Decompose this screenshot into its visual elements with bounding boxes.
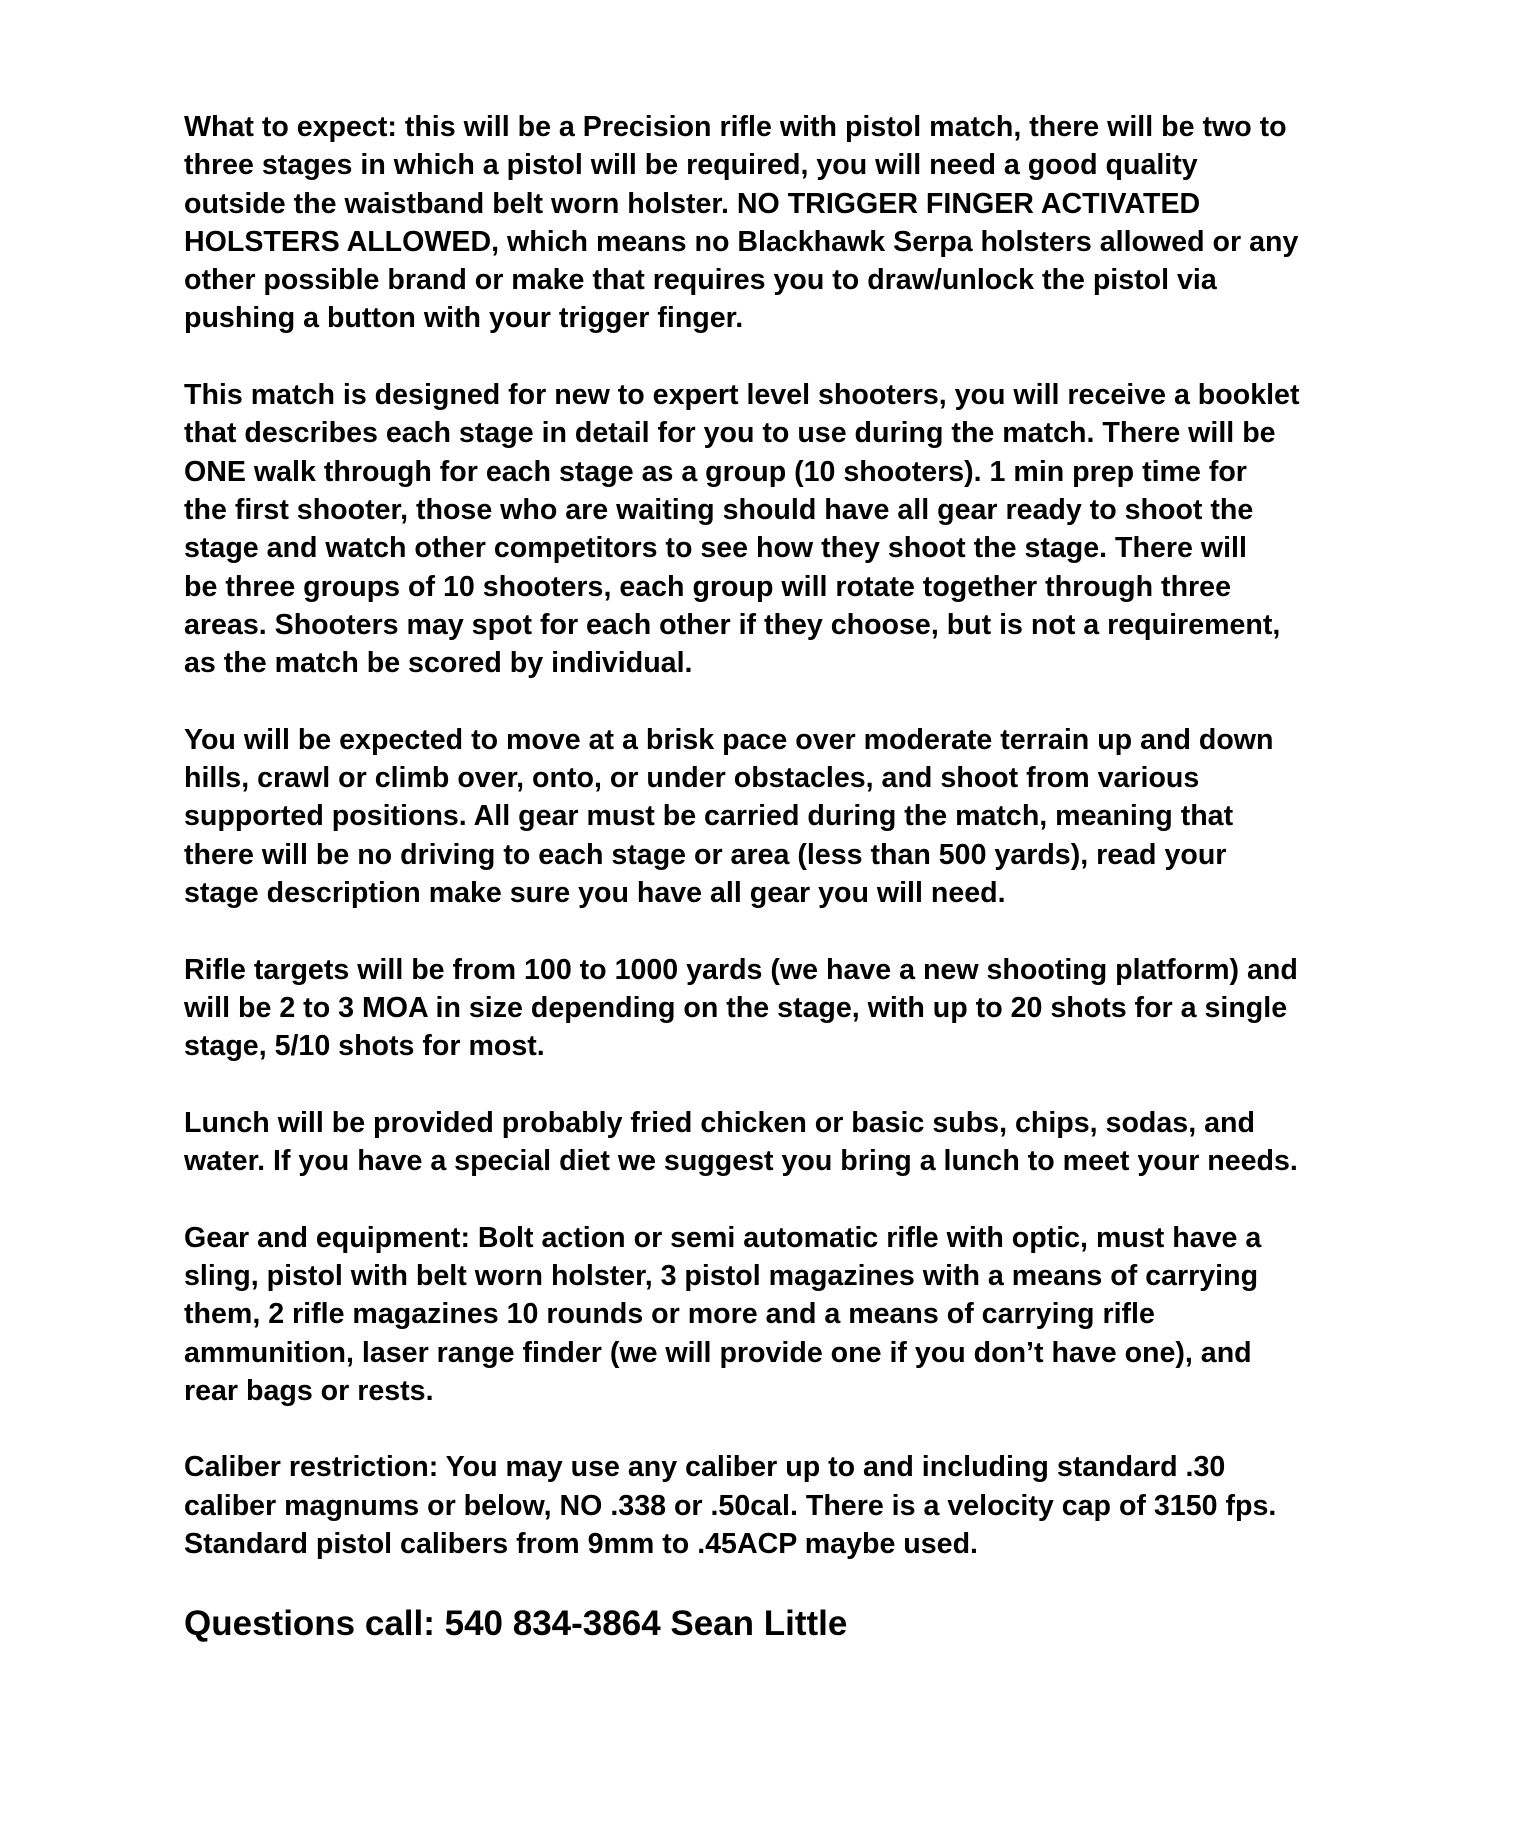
paragraph-rifle-targets: Rifle targets will be from 100 to 1000 yards (we have a new shooting platform) and will be 2 to 3 MOA in size depending on the stage, with up to 20 shots for a single stage, 5/10 shots for most. [184, 953, 1298, 1063]
paragraph-caliber-restriction: Caliber restriction: You may use any caliber up to and including standard .30 caliber magnums or below, NO .338 or .50cal. There is a velocity cap of 3150 fps. Standard pistol calibers from 9mm to .45ACP maybe used. [184, 1451, 1277, 1560]
paragraph-movement: You will be expected to move at a brisk pace over moderate terrain up and down hills, crawl or climb over, onto, or under obstacles, and shoot from various supported positions. All gear must be carried during the match, meaning that there will be no driving to each stage or area (less than 500 yards), read your stage description make sure you have all gear you will need. [184, 723, 1274, 909]
document-body [184, 108, 1384, 1646]
paragraph-lunch: Lunch will be provided probably fried chicken or basic subs, chips, sodas, and water. If you have a special diet we suggest you bring a lunch to meet your needs. [184, 1106, 1298, 1178]
contact-line: Questions call: 540 834-3864 Sean Little [184, 1603, 848, 1643]
paragraph-match-design: This match is designed for new to expert level shooters, you will receive a booklet that describes each stage in detail for you to use during the match. There will be ONE walk through for each stage as a group (10 shooters). 1 min prep time for the first shooter, those who are waiting should have all gear ready to shoot the stage and watch other competitors to see how they shoot the stage. There will be three groups of 10 shooters, each group will rotate together through three areas. Shooters may spot for each other if they choose, but is not a requirement, as the match be scored by individual. [184, 379, 1300, 680]
paragraph-what-to-expect: What to expect: this will be a Precision rifle with pistol match, there will be two to three stages in which a pistol will be required, you will need a good quality outside the waistband belt worn holster. NO TRIGGER FINGER ACTIVATED HOLSTERS ALLOWED, which means no Blackhawk Serpa holsters allowed or any other possible brand or make that requires you to draw/unlock the pistol via pushing a button with your trigger finger. [184, 111, 1299, 335]
paragraph-gear-equipment: Gear and equipment: Bolt action or semi automatic rifle with optic, must have a sling, pistol with belt worn holster, 3 pistol magazines with a means of carrying them, 2 rifle magazines 10 rounds or more and a means of carrying rifle ammunition, laser range finder (we will provide one if you don’t have one), and rear bags or rests. [184, 1221, 1262, 1407]
